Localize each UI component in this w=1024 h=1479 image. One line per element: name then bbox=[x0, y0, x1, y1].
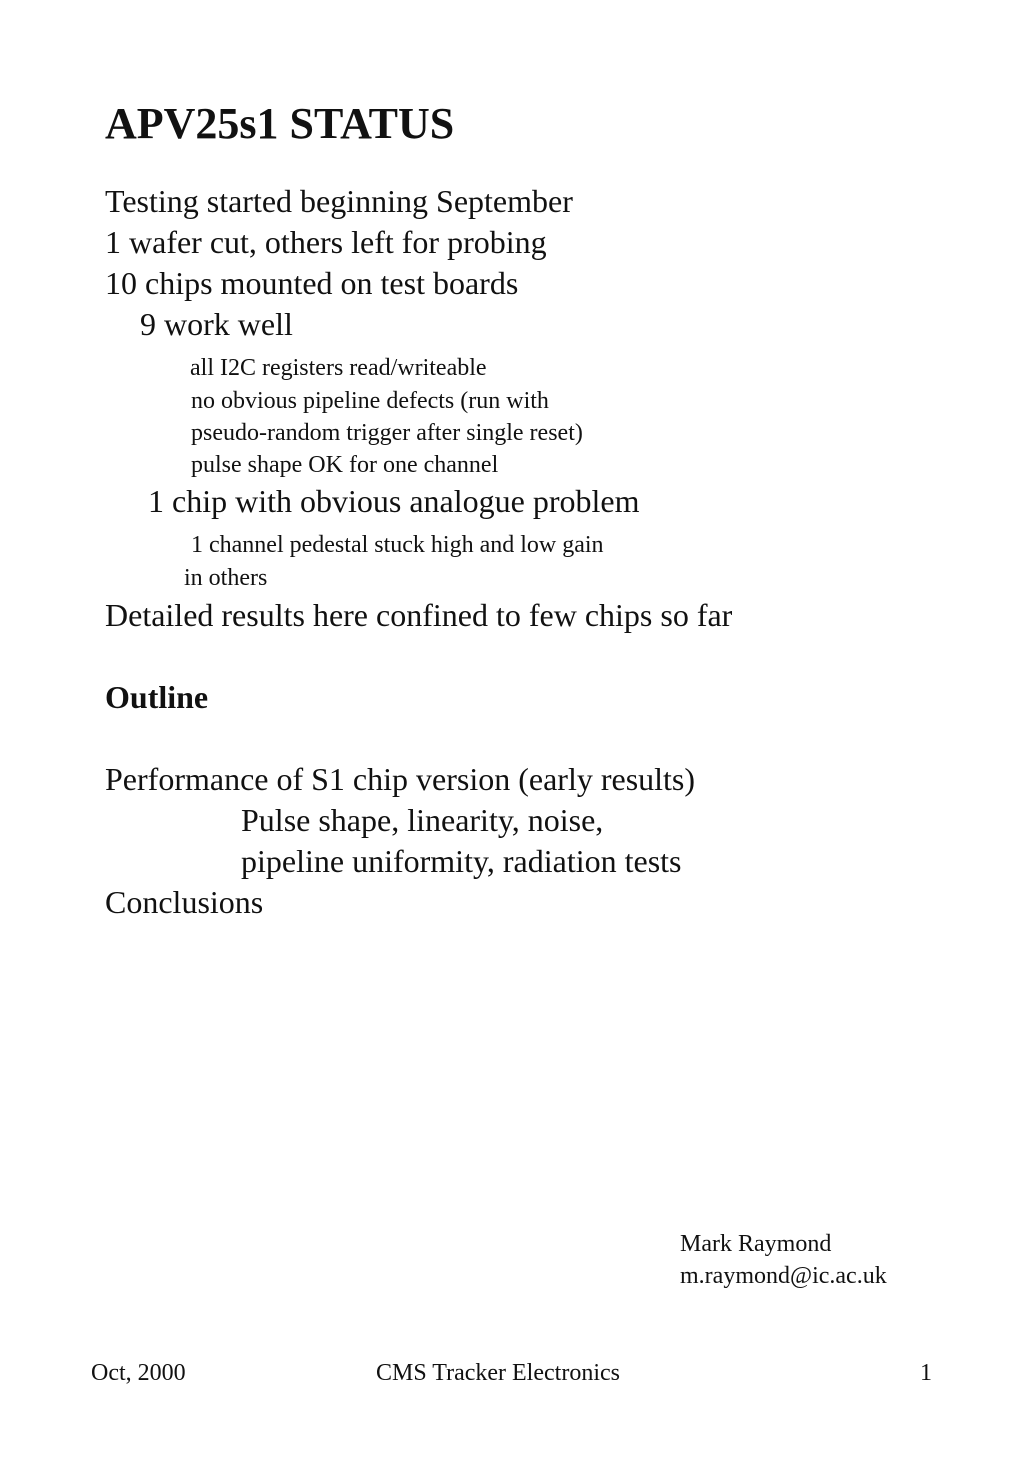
page-title: APV25s1 STATUS bbox=[105, 99, 455, 148]
outline-line-pulse-shape: Pulse shape, linearity, noise, bbox=[241, 802, 604, 838]
status-line-analogue-problem: 1 chip with obvious analogue problem bbox=[148, 483, 640, 519]
author-email: m.raymond@ic.ac.uk bbox=[680, 1263, 887, 1289]
detail-line-pulse-shape: pulse shape OK for one channel bbox=[191, 452, 499, 478]
outline-heading: Outline bbox=[105, 679, 209, 715]
detail-line-pedestal: 1 channel pedestal stuck high and low gain bbox=[191, 532, 604, 558]
status-line-chips-mounted: 10 chips mounted on test boards bbox=[105, 265, 519, 301]
status-line-detailed-results: Detailed results here confined to few chips so far bbox=[105, 597, 733, 633]
status-line-work-well: 9 work well bbox=[140, 306, 293, 342]
detail-line-pipeline: no obvious pipeline defects (run with bbox=[191, 388, 549, 414]
status-line-testing-start: Testing started beginning September bbox=[105, 183, 573, 219]
outline-line-conclusions: Conclusions bbox=[105, 884, 264, 920]
author-name: Mark Raymond bbox=[680, 1231, 832, 1257]
footer-date: Oct, 2000 bbox=[91, 1360, 186, 1386]
detail-line-others: in others bbox=[184, 565, 268, 591]
outline-line-pipeline-uniformity: pipeline uniformity, radiation tests bbox=[241, 843, 682, 879]
detail-line-i2c: all I2C registers read/writeable bbox=[190, 355, 487, 381]
status-line-wafer: 1 wafer cut, others left for probing bbox=[105, 224, 547, 260]
footer-center-text: CMS Tracker Electronics bbox=[376, 1360, 620, 1386]
detail-line-trigger: pseudo-random trigger after single reset) bbox=[191, 420, 583, 446]
outline-line-performance: Performance of S1 chip version (early results) bbox=[105, 761, 696, 797]
footer-page-number: 1 bbox=[920, 1360, 932, 1386]
